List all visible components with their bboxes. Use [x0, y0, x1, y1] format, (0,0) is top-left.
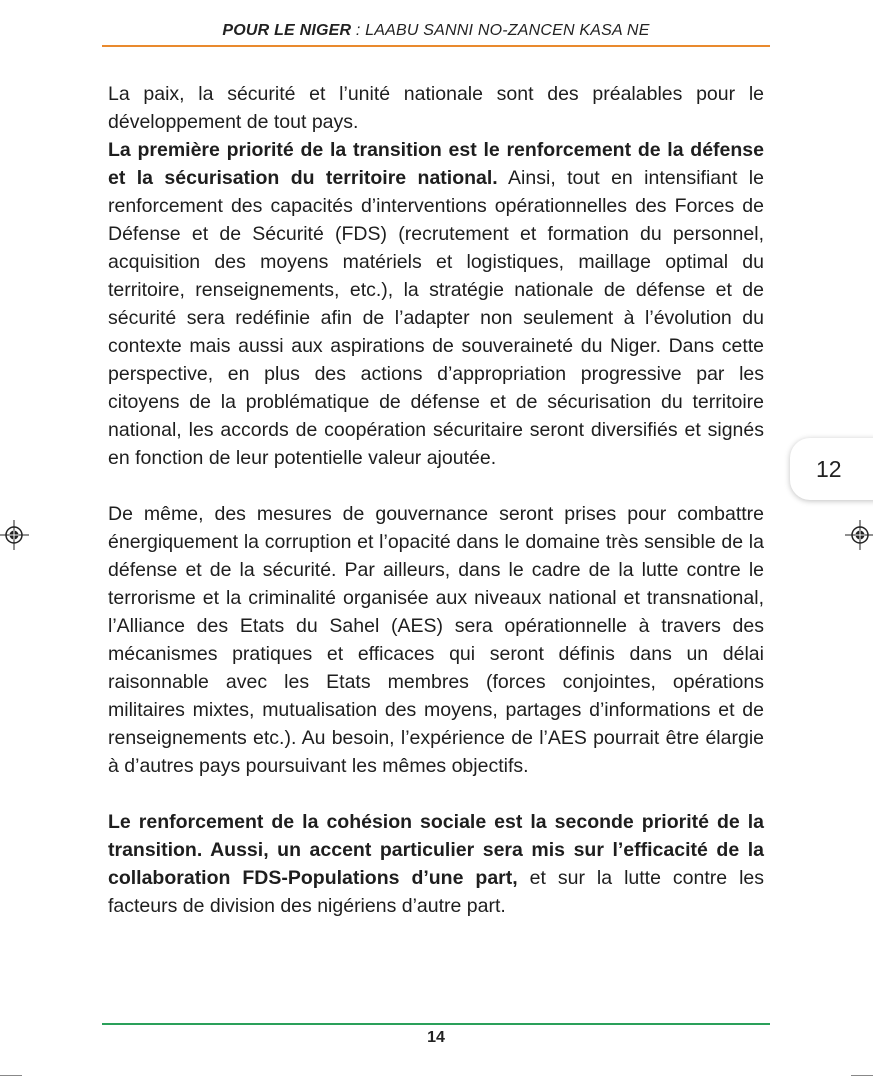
body-text	[108, 80, 764, 920]
paragraph-1: La paix, la sécurité et l’unité nationale sont des préalables pour le développement de tout pays.	[108, 83, 764, 133]
paragraph-2-rest: Ainsi, tout en intensifiant le renforcement des capacités d’interventions opérationnelles des Forces de Défense et de Sécurité (FDS) (recrutement et formation du personnel, acquisition des moyens matériels et logistiques, maillage optimal du territoire, renseignements, etc.), la stratégie nationale de défense et de sécurité sera redéfinie afin de l’adapter non seulement à l’évolution du contexte mais aussi aux aspirations de souveraineté du Niger. Dans cette perspective, en plus des actions d’appropriation progressive par les citoyens de la problématique de défense et de sécurisation du territoire national, les accords de coopération sécuritaire seront diversifiés et signés en fonction de leur potentielle valeur ajoutée.	[108, 167, 764, 469]
paragraph-2-bold: La première priorité de la transition est le renforcement de la défense et la sécurisation du territoire national.	[108, 139, 764, 189]
paragraph-3: De même, des mesures de gouvernance seront prises pour combattre énergiquement la corruption et l’opacité dans le domaine très sensible de la défense et de la sécurité. Par ailleurs, dans le cadre de la lutte contre le terrorisme et la criminalité organisée aux niveaux national et transnational, l’Alliance des Etats du Sahel (AES) sera opérationnelle à travers des mécanismes pratiques et efficaces qui seront définis dans un délai raisonnable avec les Etats membres (forces conjointes, opérations militaires mixtes, mutualisation des moyens, partages d’informations et de renseignements etc.). Au besoin, l’expérience de l’AES pourrait être élargie à d’autres pays poursuivant les mêmes objectifs.	[108, 503, 764, 777]
paragraph-4	[108, 808, 764, 920]
crop-mark-right	[851, 1075, 873, 1076]
paragraph-4-rest: et sur la lutte contre les facteurs de division des nigériens d’autre part.	[108, 867, 764, 917]
registration-mark-icon	[0, 520, 29, 550]
crop-mark-left	[0, 1075, 22, 1076]
page-indicator-tab[interactable]	[790, 438, 873, 500]
header-title-bold: POUR LE NIGER	[222, 22, 352, 39]
page-indicator-label: 12	[816, 455, 842, 482]
header-divider	[102, 45, 770, 47]
registration-mark-icon	[845, 520, 873, 550]
header-title-rest: : LAABU SANNI NO-ZANCEN KASA NE	[351, 22, 650, 39]
running-header	[102, 22, 770, 40]
paragraph-2	[108, 136, 764, 472]
page-number: 14	[427, 1029, 445, 1046]
footer-divider	[102, 1023, 770, 1025]
paragraph-4-bold: Le renforcement de la cohésion sociale est la seconde priorité de la transition. Aussi, un accent particulier sera mis sur l’efficacité de la collaboration FDS-Populations d’une part,	[108, 811, 764, 889]
